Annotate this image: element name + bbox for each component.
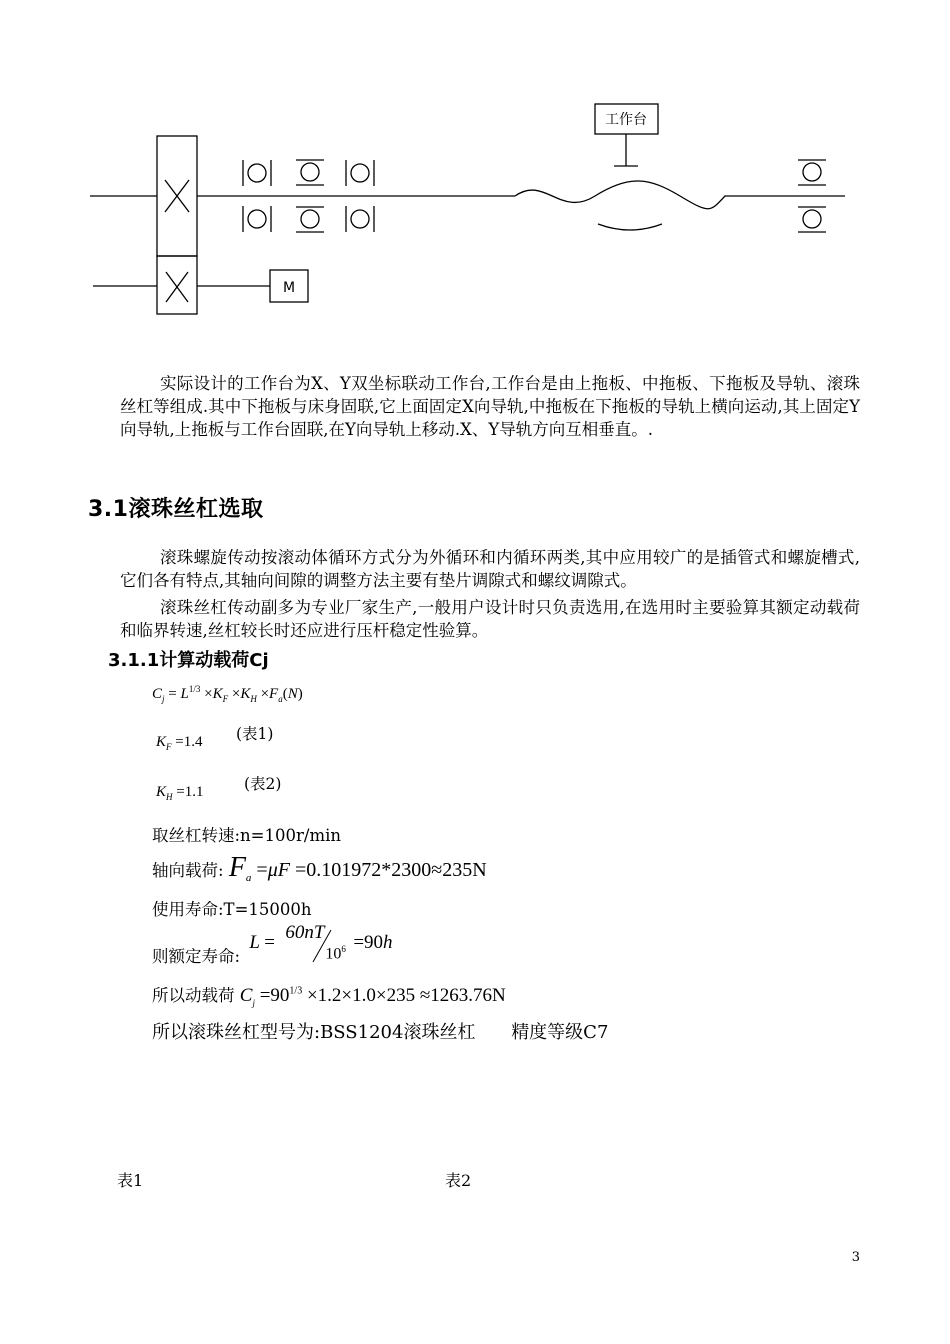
dynamic-load-value: ×1.2×1.0×235 ≈1263.76N — [306, 985, 506, 1006]
formula-cj: $C_j = L^{1/3} \times K_F \times K_H \times F_a(N)$ — [152, 684, 303, 704]
section-paragraph-1: 滚珠螺旋传动按滚动体循环方式分为外循环和内循环两类,其中应用较广的是插管式和螺旋槽式,它们各有特点,其轴向间隙的调整方法主要有垫片调隙式和螺纹调隙式。 — [120, 548, 860, 590]
formula-kh: $K_H =1.1$ — [156, 784, 204, 802]
worktable-label: 工作台 — [605, 112, 647, 128]
model-line — [152, 1018, 608, 1044]
subsection-title: 3.1.1计算动载荷Cj — [108, 650, 269, 671]
intro-paragraph: 实际设计的工作台为X、Y双坐标联动工作台,工作台是由上拖板、中拖板、下拖板及导轨、滚珠丝杠等组成.其中下拖板与床身固联,它上面固定X向导轨,中拖板在下拖板的导轨上横向运动,其上固定Y向导轨,上拖板与工作台固联,在Y向导轨上移动.X、Y导轨方向互相垂直。. — [120, 374, 860, 439]
section-paragraph-2: 滚珠丝杠传动副多为专业厂家生产,一般用户设计时只负责选用,在选用时主要验算其额定动载荷和临界转速,丝杠较长时还应进行压杆稳定性验算。 — [120, 598, 860, 640]
dynamic-load-formula: $C_j =90^{1/3} \times 1.2\times 1.0\times 235 \approx 1263.76N$ — [239, 985, 506, 1008]
rated-life-label: 则额定寿命: — [152, 947, 241, 966]
table-2-label: 表2 — [445, 1171, 472, 1190]
transmission-schematic — [0, 0, 950, 340]
kh-table-note: (表2) — [244, 775, 282, 793]
grade-text: 精度等级C7 — [511, 1022, 609, 1043]
life-line: 使用寿命:T=15000h — [152, 900, 312, 919]
axial-load-line — [152, 852, 487, 884]
dynamic-load-line — [152, 982, 506, 1008]
transmission-diagram — [0, 0, 950, 340]
section-title: 3.1滚珠丝杠选取 — [88, 497, 264, 522]
table-1-label: 表1 — [117, 1171, 144, 1190]
dynamic-load-label: 所以动载荷 — [152, 986, 235, 1005]
model-text: 所以滚珠丝杠型号为:BSS1204滚珠丝杠 — [152, 1022, 476, 1043]
rated-life-line — [152, 922, 405, 967]
axial-load-formula: $F_a =\mu F =0.101972*2300\approx 235N$ — [228, 852, 487, 884]
speed-line: 取丝杠转速:n=100r/min — [152, 826, 342, 845]
kf-table-note: (表1) — [236, 725, 274, 743]
page-number: 3 — [851, 1250, 860, 1265]
axial-load-label: 轴向载荷: — [152, 861, 224, 880]
motor-label: M — [282, 280, 296, 296]
axial-load-value: =0.101972*2300≈235N — [294, 859, 487, 881]
formula-kf: $K_F =1.4$ — [156, 734, 203, 752]
rated-life-formula: L = 60nT $10^6$ =90h — [249, 922, 393, 963]
